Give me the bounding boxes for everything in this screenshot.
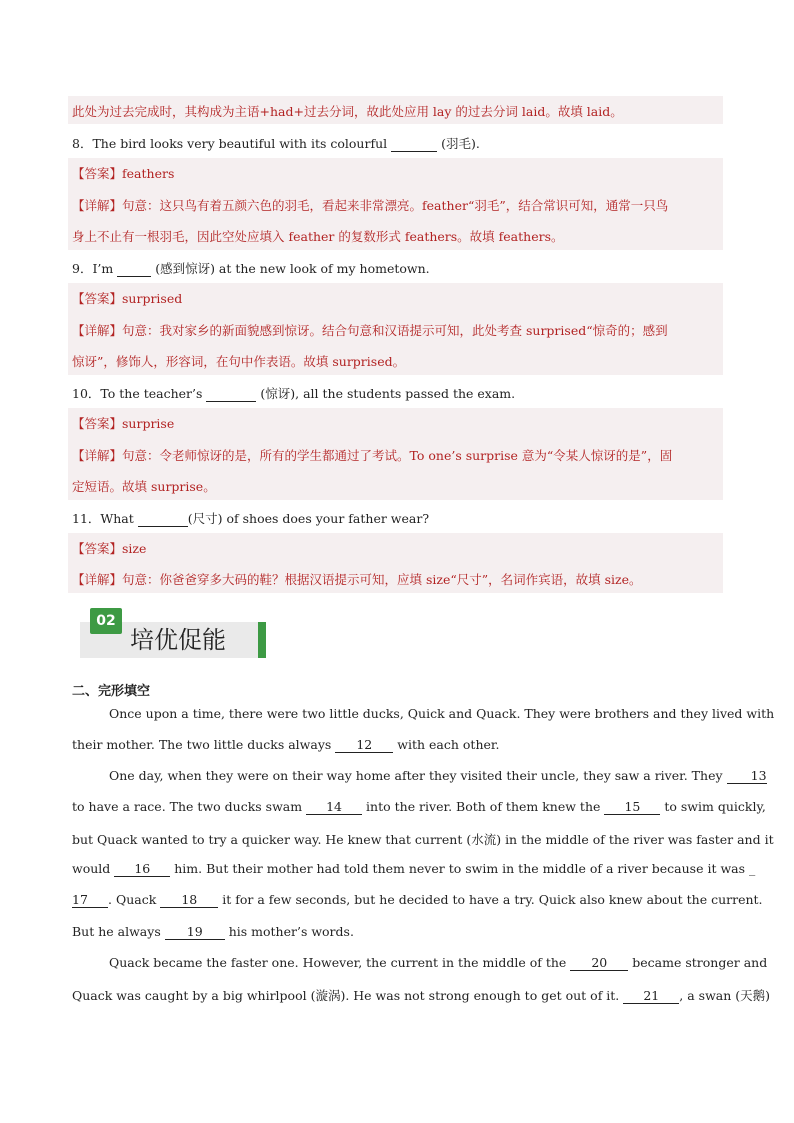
- detail-label: 【详解】: [72, 198, 123, 213]
- q9-question: [72, 259, 430, 277]
- q11-stem-a: What: [100, 511, 134, 526]
- q8-detail-line-1: [72, 196, 668, 214]
- passage-line: [72, 737, 499, 753]
- passage-line: [72, 861, 755, 877]
- blank-16: 16: [114, 861, 170, 877]
- passage-text: to have a race. The two ducks swam: [72, 799, 303, 814]
- passage-line: [109, 768, 767, 784]
- passage-text: One day, when they were on their way home after they visited their uncle, they saw a river. They: [109, 768, 723, 783]
- q11-answer-text: size: [122, 541, 147, 556]
- q10-blank: [206, 386, 256, 402]
- blank-20: 20: [570, 955, 628, 971]
- q9-stem-b: (感到惊讶) at the new look of my hometown.: [155, 261, 430, 276]
- passage-text: his mother’s words.: [228, 924, 354, 939]
- q9-detail-text-1: 句意：我对家乡的新面貌感到惊讶。结合句意和汉语提示可知，此处考查 surprised“惊奇的；感到: [122, 323, 668, 338]
- q10-detail-line-1: [72, 446, 672, 464]
- q10-stem-b: (惊讶), all the students passed the exam.: [260, 386, 516, 401]
- passage-line: [72, 986, 770, 1004]
- passage-text: him. But their mother had told them never to swim in the middle of a river because it was _: [174, 861, 756, 876]
- passage-line: [109, 955, 767, 971]
- q10-stem-a: To the teacher’s: [100, 386, 203, 401]
- q8-detail-line-2: 身上不止有一根羽毛，因此空处应填入 feather 的复数形式 feathers。故填 feathers。: [72, 229, 564, 244]
- q9-blank: [117, 261, 151, 277]
- q8-stem: The bird looks very beautiful with its colourful: [92, 136, 388, 151]
- answer-label: 【答案】: [72, 166, 123, 181]
- passage-text: became stronger and: [632, 955, 768, 970]
- q7-explanation-tail: 此处为过去完成时，其构成为主语+had+过去分词，故此处应用 lay 的过去分词 laid。故填 laid。: [72, 104, 623, 119]
- q9-answer-text: surprised: [122, 291, 183, 306]
- part2-heading: 二、完形填空: [72, 684, 151, 699]
- passage-text: , a swan (天鹅): [679, 988, 770, 1003]
- blank-13: 13: [727, 768, 767, 784]
- blank-18: 18: [160, 892, 218, 908]
- detail-label: 【详解】: [72, 448, 123, 463]
- detail-label: 【详解】: [72, 323, 123, 338]
- passage-text: But he always: [72, 924, 161, 939]
- q11-number: 11．: [72, 511, 101, 526]
- q10-number: 10．: [72, 386, 101, 401]
- passage-text: Quack became the faster one. However, the current in the middle of the: [109, 955, 567, 970]
- answer-label: 【答案】: [72, 291, 123, 306]
- q8-hint: (羽毛).: [441, 136, 480, 151]
- section-number-badge: 02: [90, 608, 122, 634]
- q9-stem-a: I’m: [92, 261, 114, 276]
- q11-blank: [138, 511, 188, 527]
- blank-17: 17: [72, 892, 108, 908]
- q10-answer: [72, 414, 174, 432]
- q9-answer: [72, 289, 182, 307]
- q8-blank: [391, 136, 437, 152]
- passage-text: with each other.: [397, 737, 500, 752]
- q9-number: 9．: [72, 261, 93, 276]
- blank-15: 15: [604, 799, 660, 815]
- passage-text: to swim quickly,: [664, 799, 766, 814]
- blank-14: 14: [306, 799, 362, 815]
- passage-text: into the river. Both of them knew the: [366, 799, 601, 814]
- q11-stem-b: (尺寸) of shoes does your father wear?: [187, 511, 430, 526]
- q11-detail-line-1: [72, 570, 642, 588]
- q9-detail-line-1: [72, 321, 668, 339]
- blank-12: 12: [335, 737, 393, 753]
- passage-line: [72, 892, 763, 908]
- blank-19: 19: [165, 924, 225, 940]
- section-title: 培优促能: [130, 626, 226, 654]
- q10-answer-text: surprise: [122, 416, 175, 431]
- passage-text: it for a few seconds, but he decided to have a try. Quick also knew about the current.: [222, 892, 763, 907]
- passage-text: . Quack: [108, 892, 157, 907]
- q8-answer: [72, 164, 174, 182]
- q11-question: [72, 509, 429, 527]
- q10-detail-text-1: 句意：令老师惊讶的是，所有的学生都通过了考试。To one’s surprise 意为“令某人惊讶的是”，固: [122, 448, 673, 463]
- q8-number: 8．: [72, 136, 93, 151]
- q10-detail-line-2: 定短语。故填 surprise。: [72, 479, 216, 494]
- q8-question: [72, 134, 480, 152]
- q11-answer: [72, 539, 146, 557]
- passage-text: Quack was caught by a big whirlpool (漩涡). He was not strong enough to get out of it.: [72, 988, 620, 1003]
- passage-line: [72, 924, 354, 940]
- blank-21: 21: [623, 988, 679, 1004]
- passage-line: Once upon a time, there were two little ducks, Quick and Quack. They were brothers and they lived with: [109, 706, 775, 721]
- passage-text: their mother. The two little ducks always: [72, 737, 332, 752]
- q9-detail-line-2: 惊讶”，修饰人，形容词，在句中作表语。故填 surprised。: [72, 354, 406, 369]
- answer-label: 【答案】: [72, 541, 123, 556]
- section-header-accent-bar: [258, 622, 266, 658]
- passage-line: but Quack wanted to try a quicker way. He knew that current (水流) in the middle of the river was faster and it: [72, 832, 774, 847]
- q8-detail-text-1: 句意：这只鸟有着五颜六色的羽毛，看起来非常漂亮。feather“羽毛”，结合常识可知，通常一只鸟: [122, 198, 669, 213]
- q8-answer-text: feathers: [122, 166, 175, 181]
- answer-label: 【答案】: [72, 416, 123, 431]
- detail-label: 【详解】: [72, 572, 123, 587]
- passage-text: would: [72, 861, 111, 876]
- passage-line: [72, 799, 766, 815]
- q10-question: [72, 384, 515, 402]
- q11-detail-text-1: 句意：你爸爸穿多大码的鞋？根据汉语提示可知，应填 size“尺寸”，名词作宾语，故填 size。: [122, 572, 642, 587]
